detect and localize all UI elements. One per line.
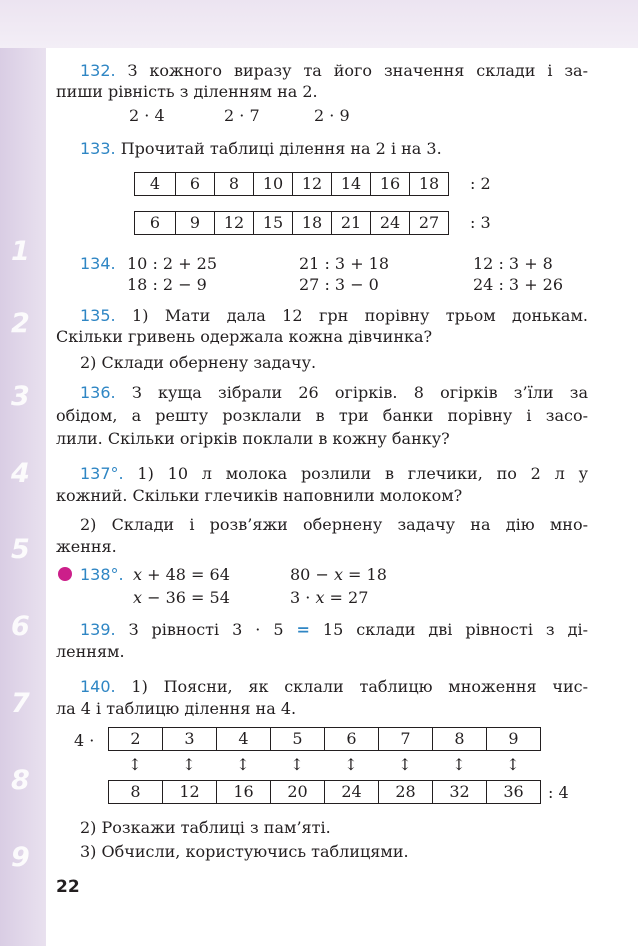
exercise-135-line-2: Скільки гривень одержала кожна дівчинка? — [56, 327, 433, 346]
table-cell: 9 — [176, 212, 215, 234]
table-cell: 12 — [163, 781, 217, 803]
up-down-arrow-icon: ↕ — [452, 755, 466, 774]
division-label: : 4 — [548, 783, 569, 802]
table-cell: 16 — [217, 781, 271, 803]
expression: 24 : 3 + 26 — [473, 275, 564, 294]
exercise-139-line-2: ленням. — [56, 642, 125, 661]
table-cell: 8 — [109, 781, 163, 803]
table-cell: 4 — [217, 728, 271, 750]
exercise-137-line-4: ження. — [56, 537, 117, 556]
table-cell: 36 — [503, 782, 524, 801]
exercise-140-line-2: ла 4 і таблицю ділення на 4. — [56, 699, 297, 718]
table-cell: 18 — [293, 212, 332, 234]
equation: x − 36 = 54 — [133, 588, 230, 607]
side-band — [0, 48, 46, 946]
exercise-137-line-2: кожний. Скільки глечиків наповнили молоком? — [56, 486, 463, 505]
side-number: 7 — [11, 688, 30, 719]
table-cell: 18 — [418, 174, 440, 193]
exercise-number: 139. — [80, 620, 116, 639]
table-cell: 12 — [215, 212, 254, 234]
exercise-132-line-2: пиши рівність з діленням на 2. — [56, 82, 318, 101]
side-number: 3 — [11, 381, 30, 412]
table-cell: 4 — [135, 173, 176, 195]
table-cell: 21 — [332, 212, 371, 234]
table-cell: 8 — [433, 728, 487, 750]
table-cell: 32 — [433, 781, 487, 803]
exercise-136-line-1: 136. З куща зібрали 26 огірків. 8 огірків з’їли за — [80, 383, 589, 402]
table-label: : 2 — [470, 174, 491, 193]
table-cell: 15 — [254, 212, 293, 234]
table-cell: 9 — [508, 729, 519, 748]
table-cell: 12 — [293, 173, 332, 195]
up-down-arrow-icon: ↕ — [182, 755, 196, 774]
exercise-number: 133. — [80, 139, 116, 158]
exercise-137-line-3: 2) Склади і розв’яжи обернену задачу на дію мно- — [80, 515, 588, 534]
division-table-3 — [134, 211, 449, 235]
expression: 12 : 3 + 8 — [473, 254, 553, 273]
table-cell: 3 — [163, 728, 217, 750]
exercise-140-line-1: 140. 1) Поясни, як склали таблицю множення чис- — [80, 677, 589, 696]
table-cell: 10 — [254, 173, 293, 195]
exercise-135-line-3: 2) Склади обернену задачу. — [80, 353, 317, 372]
expression: 10 : 2 + 25 — [127, 254, 218, 273]
table-cell: 6 — [176, 173, 215, 195]
up-down-arrow-icon: ↕ — [344, 755, 358, 774]
up-down-arrow-icon: ↕ — [290, 755, 304, 774]
expression: 2 · 9 — [314, 106, 350, 125]
side-number: 9 — [11, 842, 30, 873]
exercise-number: 134. — [80, 254, 116, 273]
table-cell: 8 — [215, 173, 254, 195]
exercise-136-line-3: лили. Скільки огірків поклали в кожну банку? — [56, 429, 450, 448]
side-number: 8 — [11, 765, 30, 796]
expression: 18 : 2 − 9 — [127, 275, 207, 294]
expression: 2 · 4 — [129, 106, 165, 125]
table-cell: 24 — [371, 212, 410, 234]
exercise-number: 138°. — [80, 565, 124, 584]
exercise-140-line-4: 3) Обчисли, користуючись таблицями. — [80, 842, 409, 861]
up-down-arrow-icon: ↕ — [128, 755, 142, 774]
up-down-arrow-icon: ↕ — [236, 755, 250, 774]
table-cell: 16 — [371, 173, 410, 195]
equation: x + 48 = 64 — [133, 565, 230, 584]
table-cell: 6 — [325, 728, 379, 750]
side-number: 5 — [11, 534, 30, 565]
table-label: : 3 — [470, 213, 491, 232]
table-cell: 20 — [271, 781, 325, 803]
table-cell: 5 — [271, 728, 325, 750]
table-cell: 2 — [109, 728, 163, 750]
expression: 21 : 3 + 18 — [299, 254, 390, 273]
equation: 80 − x = 18 — [290, 565, 387, 584]
expression: 2 · 7 — [224, 106, 260, 125]
top-band — [0, 0, 638, 48]
multiplication-label: 4 · — [74, 731, 95, 750]
division-row — [108, 780, 541, 804]
difficulty-marker-dot — [58, 567, 72, 581]
exercise-132-line-1: 132. З кожного виразу та його значення склади і за- — [80, 61, 589, 80]
table-cell: 14 — [332, 173, 371, 195]
exercise-number: 137°. — [80, 464, 124, 483]
table-cell: 27 — [418, 213, 440, 232]
exercise-137-line-1: 137°. 1) 10 л молока розлили в глечики, по 2 л у — [80, 464, 588, 483]
multiplication-row — [108, 727, 541, 751]
arrow-row — [108, 753, 540, 777]
side-number: 4 — [11, 458, 30, 489]
up-down-arrow-icon: ↕ — [506, 755, 520, 774]
side-number: 1 — [11, 236, 30, 267]
exercise-number: 135. — [80, 306, 116, 325]
exercise-135-line-1: 135. 1) Мати дала 12 грн порівну трьом донькам. — [80, 306, 588, 325]
table-cell: 24 — [325, 781, 379, 803]
page-number: 22 — [56, 877, 80, 897]
exercise-number: 132. — [80, 61, 116, 80]
table-cell: 28 — [379, 781, 433, 803]
side-number: 2 — [11, 308, 30, 339]
up-down-arrow-icon: ↕ — [398, 755, 412, 774]
exercise-139-line-1: 139. З рівності 3 · 5 = 15 склади дві рівності з ді- — [80, 620, 589, 639]
exercise-133-line: 133. Прочитай таблиці ділення на 2 і на 3. — [80, 139, 442, 158]
expression: 27 : 3 − 0 — [299, 275, 379, 294]
side-number: 6 — [11, 611, 30, 642]
table-cell: 6 — [135, 212, 176, 234]
exercise-136-line-2: обідом, а решту розклали в три банки порівну і засо- — [56, 406, 588, 425]
division-table-2 — [134, 172, 449, 196]
exercise-140-line-3: 2) Розкажи таблиці з пам’яті. — [80, 818, 331, 837]
table-cell: 7 — [379, 728, 433, 750]
equation: 3 · x = 27 — [290, 588, 369, 607]
exercise-number: 140. — [80, 677, 116, 696]
exercise-number: 136. — [80, 383, 116, 402]
